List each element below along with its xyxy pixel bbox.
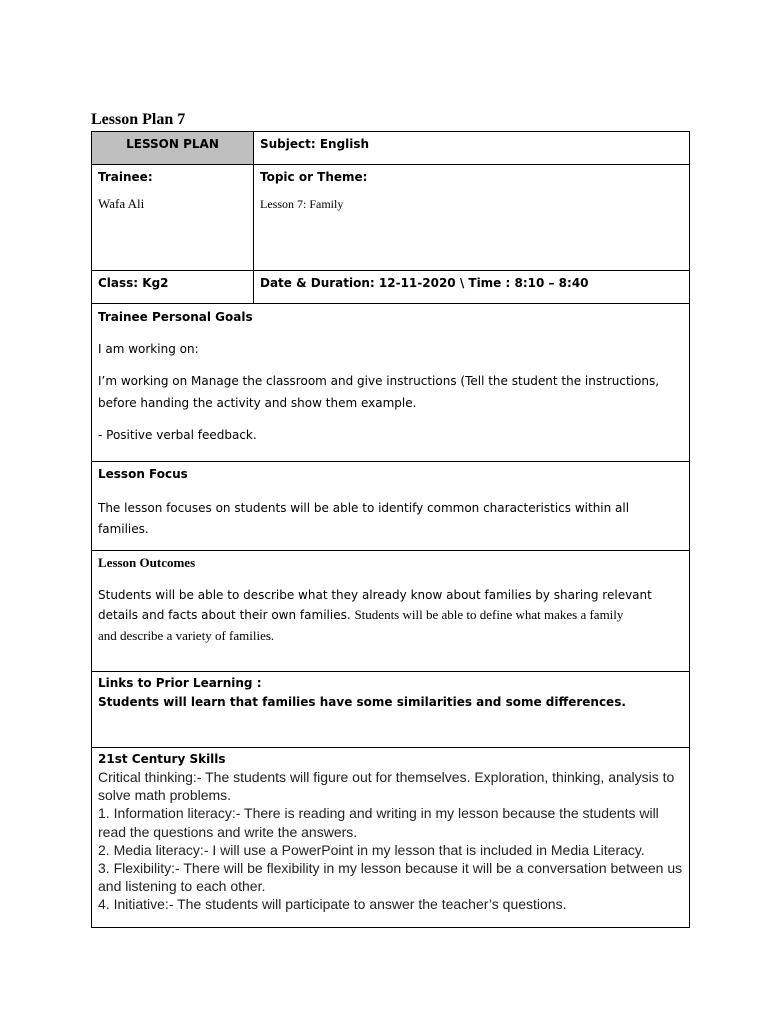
outcomes-cell	[92, 551, 690, 672]
goals-cell	[92, 304, 690, 462]
subject-field: Subject: English	[254, 132, 690, 165]
trainee-cell	[92, 165, 254, 271]
goals-row	[92, 304, 690, 462]
topic-cell	[254, 165, 690, 271]
prior-heading: Links to Prior Learning :	[98, 676, 262, 690]
outcomes-line-3: and describe a variety of families.	[98, 627, 275, 643]
goals-line-1: I’m working on Manage the classroom and give instructions (Tell the student the instructions,	[98, 373, 660, 388]
focus-line-2: families.	[98, 522, 149, 537]
skills-row	[92, 748, 690, 928]
skills-heading: 21st Century Skills	[98, 752, 226, 766]
topic-value: Lesson 7: Family	[260, 197, 344, 211]
date-duration-field: Date & Duration: 12-11-2020 \ Time : 8:10 – 8:40	[254, 271, 690, 304]
outcomes-line-2a: details and facts about their own families.	[98, 607, 355, 622]
skills-item: 2. Media literacy:- I will use a PowerPoint in my lesson that is included in Media Literacy.	[98, 841, 645, 858]
outcomes-line-2b: Students will be able to define what makes a family	[354, 606, 624, 622]
outcomes-line-1: Students will be able to describe what they already know about families by sharing relevant	[98, 587, 652, 602]
skills-cell	[92, 748, 690, 928]
goals-line-2: before handing the activity and show them example.	[98, 396, 417, 411]
class-row	[92, 271, 690, 304]
document-title: Lesson Plan 7	[91, 111, 186, 128]
prior-cell	[92, 672, 690, 748]
outcomes-row	[92, 551, 690, 672]
focus-row	[92, 462, 690, 551]
trainee-label: Trainee:	[98, 170, 153, 184]
goals-working-on: I am working on:	[98, 341, 199, 356]
outcomes-heading: Lesson Outcomes	[98, 555, 196, 570]
skills-item: 3. Flexibility:- There will be flexibility in my lesson because it will be a conversation between us and listening to each other.	[98, 859, 683, 895]
skills-item: 4. Initiative:- The students will participate to answer the teacher’s questions.	[98, 896, 567, 913]
focus-cell	[92, 462, 690, 551]
trainee-row	[92, 165, 690, 271]
goals-heading: Trainee Personal Goals	[98, 310, 253, 324]
outcomes-line-2	[98, 605, 683, 626]
lesson-plan-label: LESSON PLAN	[92, 132, 254, 165]
class-field: Class: Kg2	[92, 271, 254, 304]
goals-feedback: - Positive verbal feedback.	[98, 428, 257, 443]
prior-row	[92, 672, 690, 748]
skills-item: 1. Information literacy:- There is reading and writing in my lesson because the students will read the questions and write the answers.	[98, 805, 659, 840]
trainee-name: Wafa Ali	[98, 196, 145, 211]
header-row	[92, 132, 690, 165]
prior-text: Students will learn that families have some similarities and some differences.	[98, 694, 626, 709]
focus-line-1: The lesson focuses on students will be able to identify common characteristics within all	[98, 500, 630, 515]
topic-label: Topic or Theme:	[260, 170, 368, 184]
lesson-plan-table	[91, 131, 690, 928]
focus-heading: Lesson Focus	[98, 467, 188, 481]
skills-item: Critical thinking:- The students will figure out for themselves. Exploration, thinking, analysis to solve math problems.	[98, 769, 675, 804]
